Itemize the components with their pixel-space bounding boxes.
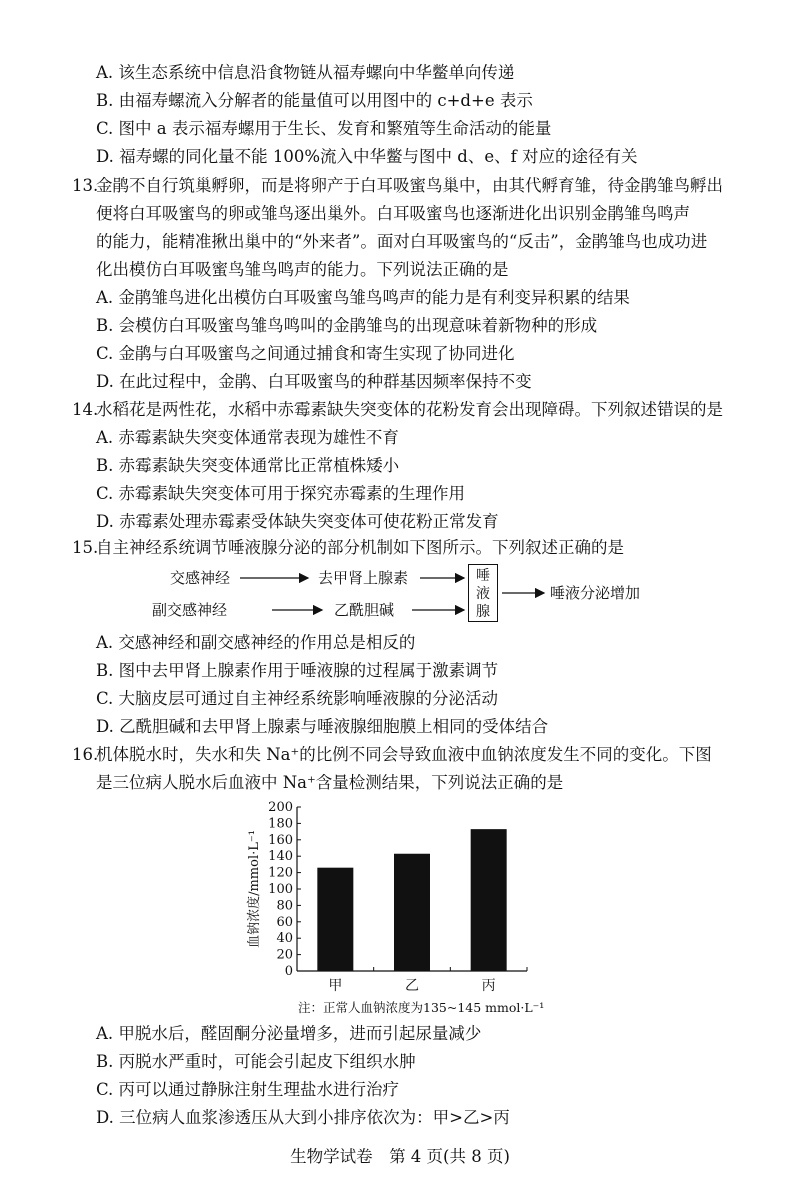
y-tick-label: 140: [268, 849, 293, 865]
y-axis-label: 血钠浓度/mmol·L⁻¹: [247, 830, 262, 948]
x-tick-label: 甲: [328, 978, 343, 994]
q13-option-b: B. 会模仿白耳吸蜜鸟雏鸟鸣叫的金鹃雏鸟的出现意味着新物种的形成: [96, 316, 598, 335]
q13-number: 13.: [72, 176, 99, 195]
q14-option-c: C. 赤霉素缺失突变体可用于探究赤霉素的生理作用: [96, 484, 466, 503]
acetylcholine-label: 乙酰胆碱: [334, 601, 395, 619]
bar-1: [317, 868, 353, 971]
parasympathetic-nerve-label: 副交感神经: [152, 601, 228, 619]
y-tick-label: 100: [268, 882, 293, 897]
q15-stem-line-1: 15.自主神经系统调节唾液腺分泌的部分机制如下图所示。下列叙述正确的是: [72, 538, 624, 557]
y-tick-label: 0: [284, 964, 293, 979]
q12-option-d: D. 福寿螺的同化量不能 100%流入中华鳖与图中 d、e、f 对应的途径有关: [96, 147, 638, 166]
y-tick-label: 200: [268, 800, 293, 815]
y-tick-label: 60: [276, 914, 293, 930]
q16-stem-line-1: 16.机体脱水时，失水和失 Na⁺的比例不同会导致血液中血钠浓度发生不同的变化。下图: [72, 745, 712, 764]
q14-option-b: B. 赤霉素缺失突变体通常比正常植株矮小: [96, 456, 400, 475]
q15-option-b: B. 图中去甲肾上腺素作用于唾液腺的过程属于激素调节: [96, 661, 499, 680]
q16-option-a: A. 甲脱水后，醛固酮分泌量增多，进而引起尿量减少: [96, 1024, 482, 1043]
q16-stem-line-2: 是三位病人脱水后血液中 Na⁺含量检测结果，下列说法正确的是: [96, 773, 564, 792]
q13-stem-line-1: 13.金鹃不自行筑巢孵卵，而是将卵产于白耳吸蜜鸟巢中，由其代孵育雏，待金鹃雏鸟孵出: [72, 176, 723, 195]
q15-number: 15.: [72, 538, 99, 557]
y-tick-label: 80: [276, 898, 293, 914]
q12-option-a: A. 该生态系统中信息沿食物链从福寿螺向中华鳖单向传递: [96, 63, 515, 82]
q13-stem-line-3: 的能力，能精准揪出巢中的“外来者”。面对白耳吸蜜鸟的“反击”，金鹃雏鸟也成功进: [96, 232, 708, 251]
q14-stem-line-1: 14.水稻花是两性花，水稻中赤霉素缺失突变体的花粉发育会出现障碍。下列叙述错误的是: [72, 400, 723, 419]
q12-option-b: B. 由福寿螺流入分解者的能量值可以用图中的 c+d+e 表示: [96, 91, 533, 110]
q14-option-d: D. 赤霉素处理赤霉素受体缺失突变体可使花粉正常发育: [96, 512, 499, 531]
q13-stem-line-4: 化出模仿白耳吸蜜鸟雏鸟鸣声的能力。下列说法正确的是: [96, 260, 509, 279]
x-tick-label: 乙: [405, 978, 419, 994]
sympathetic-nerve-label: 交感神经: [170, 569, 231, 587]
q13-option-c: C. 金鹃与白耳吸蜜鸟之间通过捕食和寄生实现了协同进化: [96, 344, 515, 363]
q16-option-d: D. 三位病人血浆渗透压从大到小排序依次为：甲>乙>丙: [96, 1108, 510, 1127]
q16-option-c: C. 丙可以通过静脉注射生理盐水进行治疗: [96, 1080, 400, 1099]
y-tick-label: 180: [268, 816, 293, 832]
y-tick-label: 160: [268, 832, 293, 848]
chart-note: 注：正常人血钠浓度为135~145 mmol·L⁻¹: [298, 1000, 545, 1015]
q13-option-a: A. 金鹃雏鸟进化出模仿白耳吸蜜鸟雏鸟鸣声的能力是有利变异积累的结果: [96, 288, 630, 307]
q13-stem-line-2: 便将白耳吸蜜鸟的卵或雏鸟逐出巢外。白耳吸蜜鸟也逐渐进化出识别金鹃雏鸟鸣声: [96, 204, 690, 223]
q15-option-d: D. 乙酰胆碱和去甲肾上腺素与唾液腺细胞膜上相同的受体结合: [96, 717, 549, 736]
x-tick-label: 丙: [481, 978, 496, 994]
q12-option-c: C. 图中 a 表示福寿螺用于生长、发育和繁殖等生命活动的能量: [96, 119, 552, 138]
y-tick-label: 40: [276, 931, 293, 947]
q15-option-c: C. 大脑皮层可通过自主神经系统影响唾液腺的分泌活动: [96, 689, 499, 708]
salivary-gland-box: 唾 液 腺: [468, 564, 498, 622]
sodium-chart-svg: [240, 797, 580, 1022]
q13-option-d: D. 在此过程中，金鹃、白耳吸蜜鸟的种群基因频率保持不变: [96, 372, 532, 391]
bar-2: [394, 854, 430, 971]
y-tick-label: 20: [276, 947, 293, 963]
q15-option-a: A. 交感神经和副交感神经的作用总是相反的: [96, 633, 416, 652]
saliva-increase-label: 唾液分泌增加: [550, 584, 641, 602]
bar-3: [471, 829, 507, 971]
y-tick-label: 120: [268, 865, 293, 881]
norepinephrine-label: 去甲肾上腺素: [318, 569, 409, 587]
q16-number: 16.: [72, 745, 99, 764]
page-footer: 生物学试卷 第 4 页(共 8 页): [290, 1147, 510, 1166]
q14-number: 14.: [72, 400, 99, 419]
q16-option-b: B. 丙脱水严重时，可能会引起皮下组织水肿: [96, 1052, 416, 1071]
q14-option-a: A. 赤霉素缺失突变体通常表现为雄性不育: [96, 428, 399, 447]
saliva-regulation-diagram: [150, 564, 670, 624]
sodium-chart: [240, 797, 580, 1022]
